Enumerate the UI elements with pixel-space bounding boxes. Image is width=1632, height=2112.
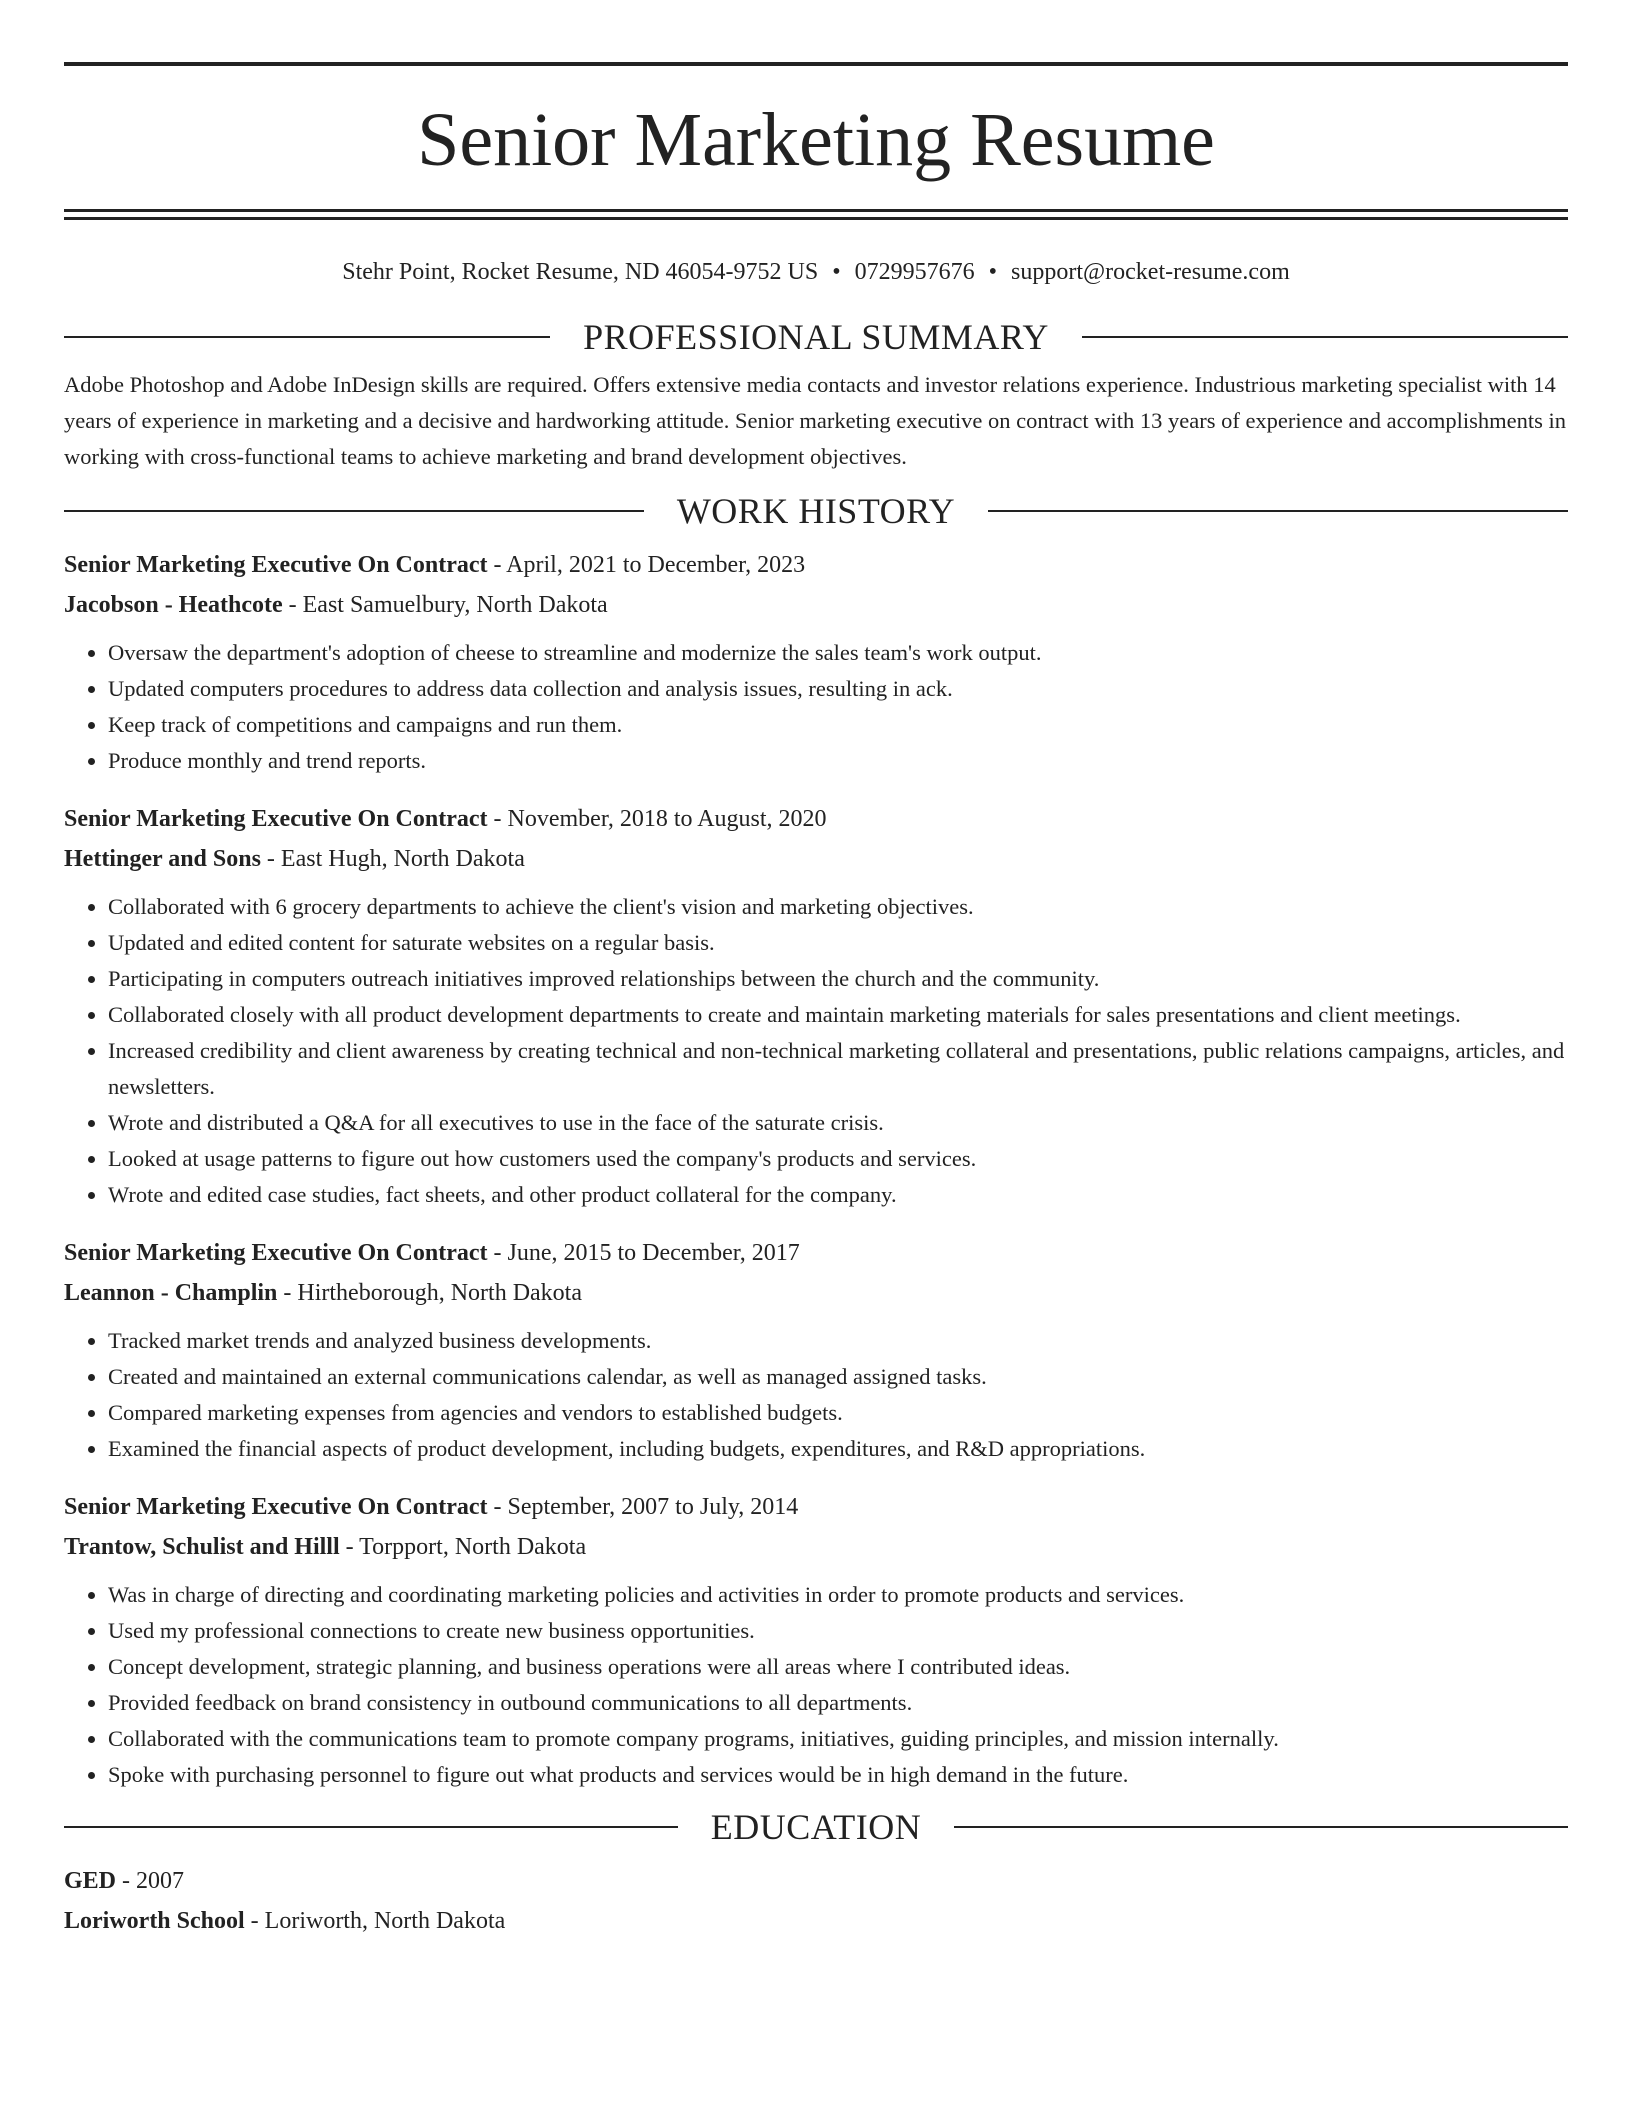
- work-heading-label: WORK HISTORY: [676, 490, 956, 531]
- heading-rule-left: [64, 336, 550, 338]
- contact-line: [64, 258, 1568, 287]
- job-bullet: • Tracked market trends and analyzed business developments.: [108, 1323, 1568, 1359]
- job-bullet: • Produce monthly and trend reports.: [108, 743, 1568, 779]
- job-dates: - November, 2018 to August, 2020: [487, 805, 827, 832]
- education-heading-label: EDUCATION: [710, 1806, 922, 1847]
- job-location: - East Hugh, North Dakota: [260, 845, 525, 872]
- job-dates: - September, 2007 to July, 2014: [487, 1493, 799, 1520]
- job-bullet: • Participating in computers outreach initiatives improved relationships between the church and the community.: [108, 961, 1568, 997]
- job-title: Senior Marketing Executive On Contract: [64, 551, 488, 578]
- contact-address: Stehr Point, Rocket Resume, ND 46054-9752 US: [342, 259, 819, 285]
- job-location: - Hirtheborough, North Dakota: [277, 1279, 582, 1306]
- contact-separator: •: [832, 259, 841, 285]
- job-title-line: [64, 799, 1568, 839]
- job-title: Senior Marketing Executive On Contract: [64, 1493, 488, 1520]
- summary-heading-label: PROFESSIONAL SUMMARY: [583, 316, 1049, 357]
- contact-phone: 0729957676: [854, 259, 975, 285]
- work-history-list: [64, 545, 1568, 1793]
- job-bullet: • Used my professional connections to create new business opportunities.: [108, 1613, 1568, 1649]
- heading-rule-left: [64, 1826, 678, 1828]
- job-location: - Torpport, North Dakota: [339, 1533, 587, 1560]
- job-bullet: • Updated and edited content for saturate websites on a regular basis.: [108, 925, 1568, 961]
- education-heading: [64, 1806, 1568, 1847]
- education-degree-line: [64, 1861, 1568, 1901]
- job-bullets: [64, 635, 1568, 779]
- job-bullets: [64, 1577, 1568, 1793]
- education-year: - 2007: [116, 1867, 185, 1894]
- job-bullet: • Provided feedback on brand consistency in outbound communications to all departments.: [108, 1685, 1568, 1721]
- job-entry: [64, 545, 1568, 779]
- work-heading: [64, 490, 1568, 531]
- heading-rule-left: [64, 510, 644, 512]
- education-school: Loriworth School: [64, 1907, 245, 1934]
- job-location: - East Samuelbury, North Dakota: [282, 591, 608, 618]
- summary-text: Adobe Photoshop and Adobe InDesign skills are required. Offers extensive media contacts and investor relations experience. Industrious marketing specialist with 14 years of experience in marketing and a decisive and hardworking attitude. Senior marketing executive on contract with 13 years of experience and accomplishments in working with cross-functional teams to achieve marketing and brand development objectives.: [64, 371, 1566, 469]
- heading-rule-right: [988, 510, 1568, 512]
- job-bullet: • Collaborated with 6 grocery departments to achieve the client's vision and marketing objectives.: [108, 889, 1568, 925]
- job-employer: Hettinger and Sons: [64, 845, 261, 872]
- job-title-line: [64, 1233, 1568, 1273]
- job-employer: Jacobson - Heathcote: [64, 591, 283, 618]
- job-bullet: • Collaborated with the communications team to promote company programs, initiatives, guiding principles, and mission internally.: [108, 1721, 1568, 1757]
- job-employer-line: [64, 839, 1568, 879]
- job-bullet: • Looked at usage patterns to figure out how customers used the company's products and services.: [108, 1141, 1568, 1177]
- job-employer-line: [64, 1273, 1568, 1313]
- job-title-line: [64, 545, 1568, 585]
- job-bullet: • Keep track of competitions and campaigns and run them.: [108, 707, 1568, 743]
- job-entry: [64, 1487, 1568, 1793]
- job-bullet: • Created and maintained an external communications calendar, as well as managed assigned tasks.: [108, 1359, 1568, 1395]
- contact-email: support@rocket-resume.com: [1011, 259, 1290, 285]
- job-bullet: • Compared marketing expenses from agencies and vendors to established budgets.: [108, 1395, 1568, 1431]
- job-employer: Trantow, Schulist and Hilll: [64, 1533, 340, 1560]
- contact-separator: •: [988, 259, 998, 285]
- title-double-rule: [64, 209, 1568, 220]
- resume-title: Senior Marketing Resume: [417, 98, 1215, 182]
- job-bullet: • Updated computers procedures to address data collection and analysis issues, resulting in ack.: [108, 671, 1568, 707]
- job-title: Senior Marketing Executive On Contract: [64, 805, 488, 832]
- job-bullets: [64, 889, 1568, 1213]
- job-dates: - June, 2015 to December, 2017: [487, 1239, 800, 1266]
- job-bullet: • Increased credibility and client awareness by creating technical and non-technical marketing collateral and presentations, public relations campaigns, articles, and newsletters.: [108, 1033, 1568, 1105]
- job-entry: [64, 1233, 1568, 1467]
- job-bullet: • Oversaw the department's adoption of cheese to streamline and modernize the sales team's work output.: [108, 635, 1568, 671]
- job-bullet: • Collaborated closely with all product development departments to create and maintain marketing materials for sales presentations and client meetings.: [108, 997, 1568, 1033]
- job-employer: Leannon - Champlin: [64, 1279, 278, 1306]
- job-employer-line: [64, 1527, 1568, 1567]
- resume-page: [64, 62, 1568, 1941]
- education-location: - Loriworth, North Dakota: [244, 1907, 506, 1934]
- job-bullet: • Examined the financial aspects of product development, including budgets, expenditures, and R&D appropriations.: [108, 1431, 1568, 1467]
- job-employer-line: [64, 585, 1568, 625]
- job-bullet: • Wrote and distributed a Q&A for all executives to use in the face of the saturate crisis.: [108, 1105, 1568, 1141]
- heading-rule-right: [1082, 336, 1568, 338]
- job-bullets: [64, 1323, 1568, 1467]
- education-school-line: [64, 1901, 1568, 1941]
- education-degree: GED: [64, 1867, 117, 1894]
- job-title: Senior Marketing Executive On Contract: [64, 1239, 488, 1266]
- job-title-line: [64, 1487, 1568, 1527]
- job-bullet: • Wrote and edited case studies, fact sheets, and other product collateral for the company.: [108, 1177, 1568, 1213]
- summary-heading: [64, 316, 1568, 357]
- job-bullet: • Spoke with purchasing personnel to figure out what products and services would be in high demand in the future.: [108, 1757, 1568, 1793]
- job-bullet: • Was in charge of directing and coordinating marketing policies and activities in order to promote products and services.: [108, 1577, 1568, 1613]
- job-dates: - April, 2021 to December, 2023: [487, 551, 806, 578]
- heading-rule-right: [954, 1826, 1568, 1828]
- job-bullet: • Concept development, strategic planning, and business operations were all areas where I contributed ideas.: [108, 1649, 1568, 1685]
- job-entry: [64, 799, 1568, 1213]
- top-rule: [64, 62, 1568, 66]
